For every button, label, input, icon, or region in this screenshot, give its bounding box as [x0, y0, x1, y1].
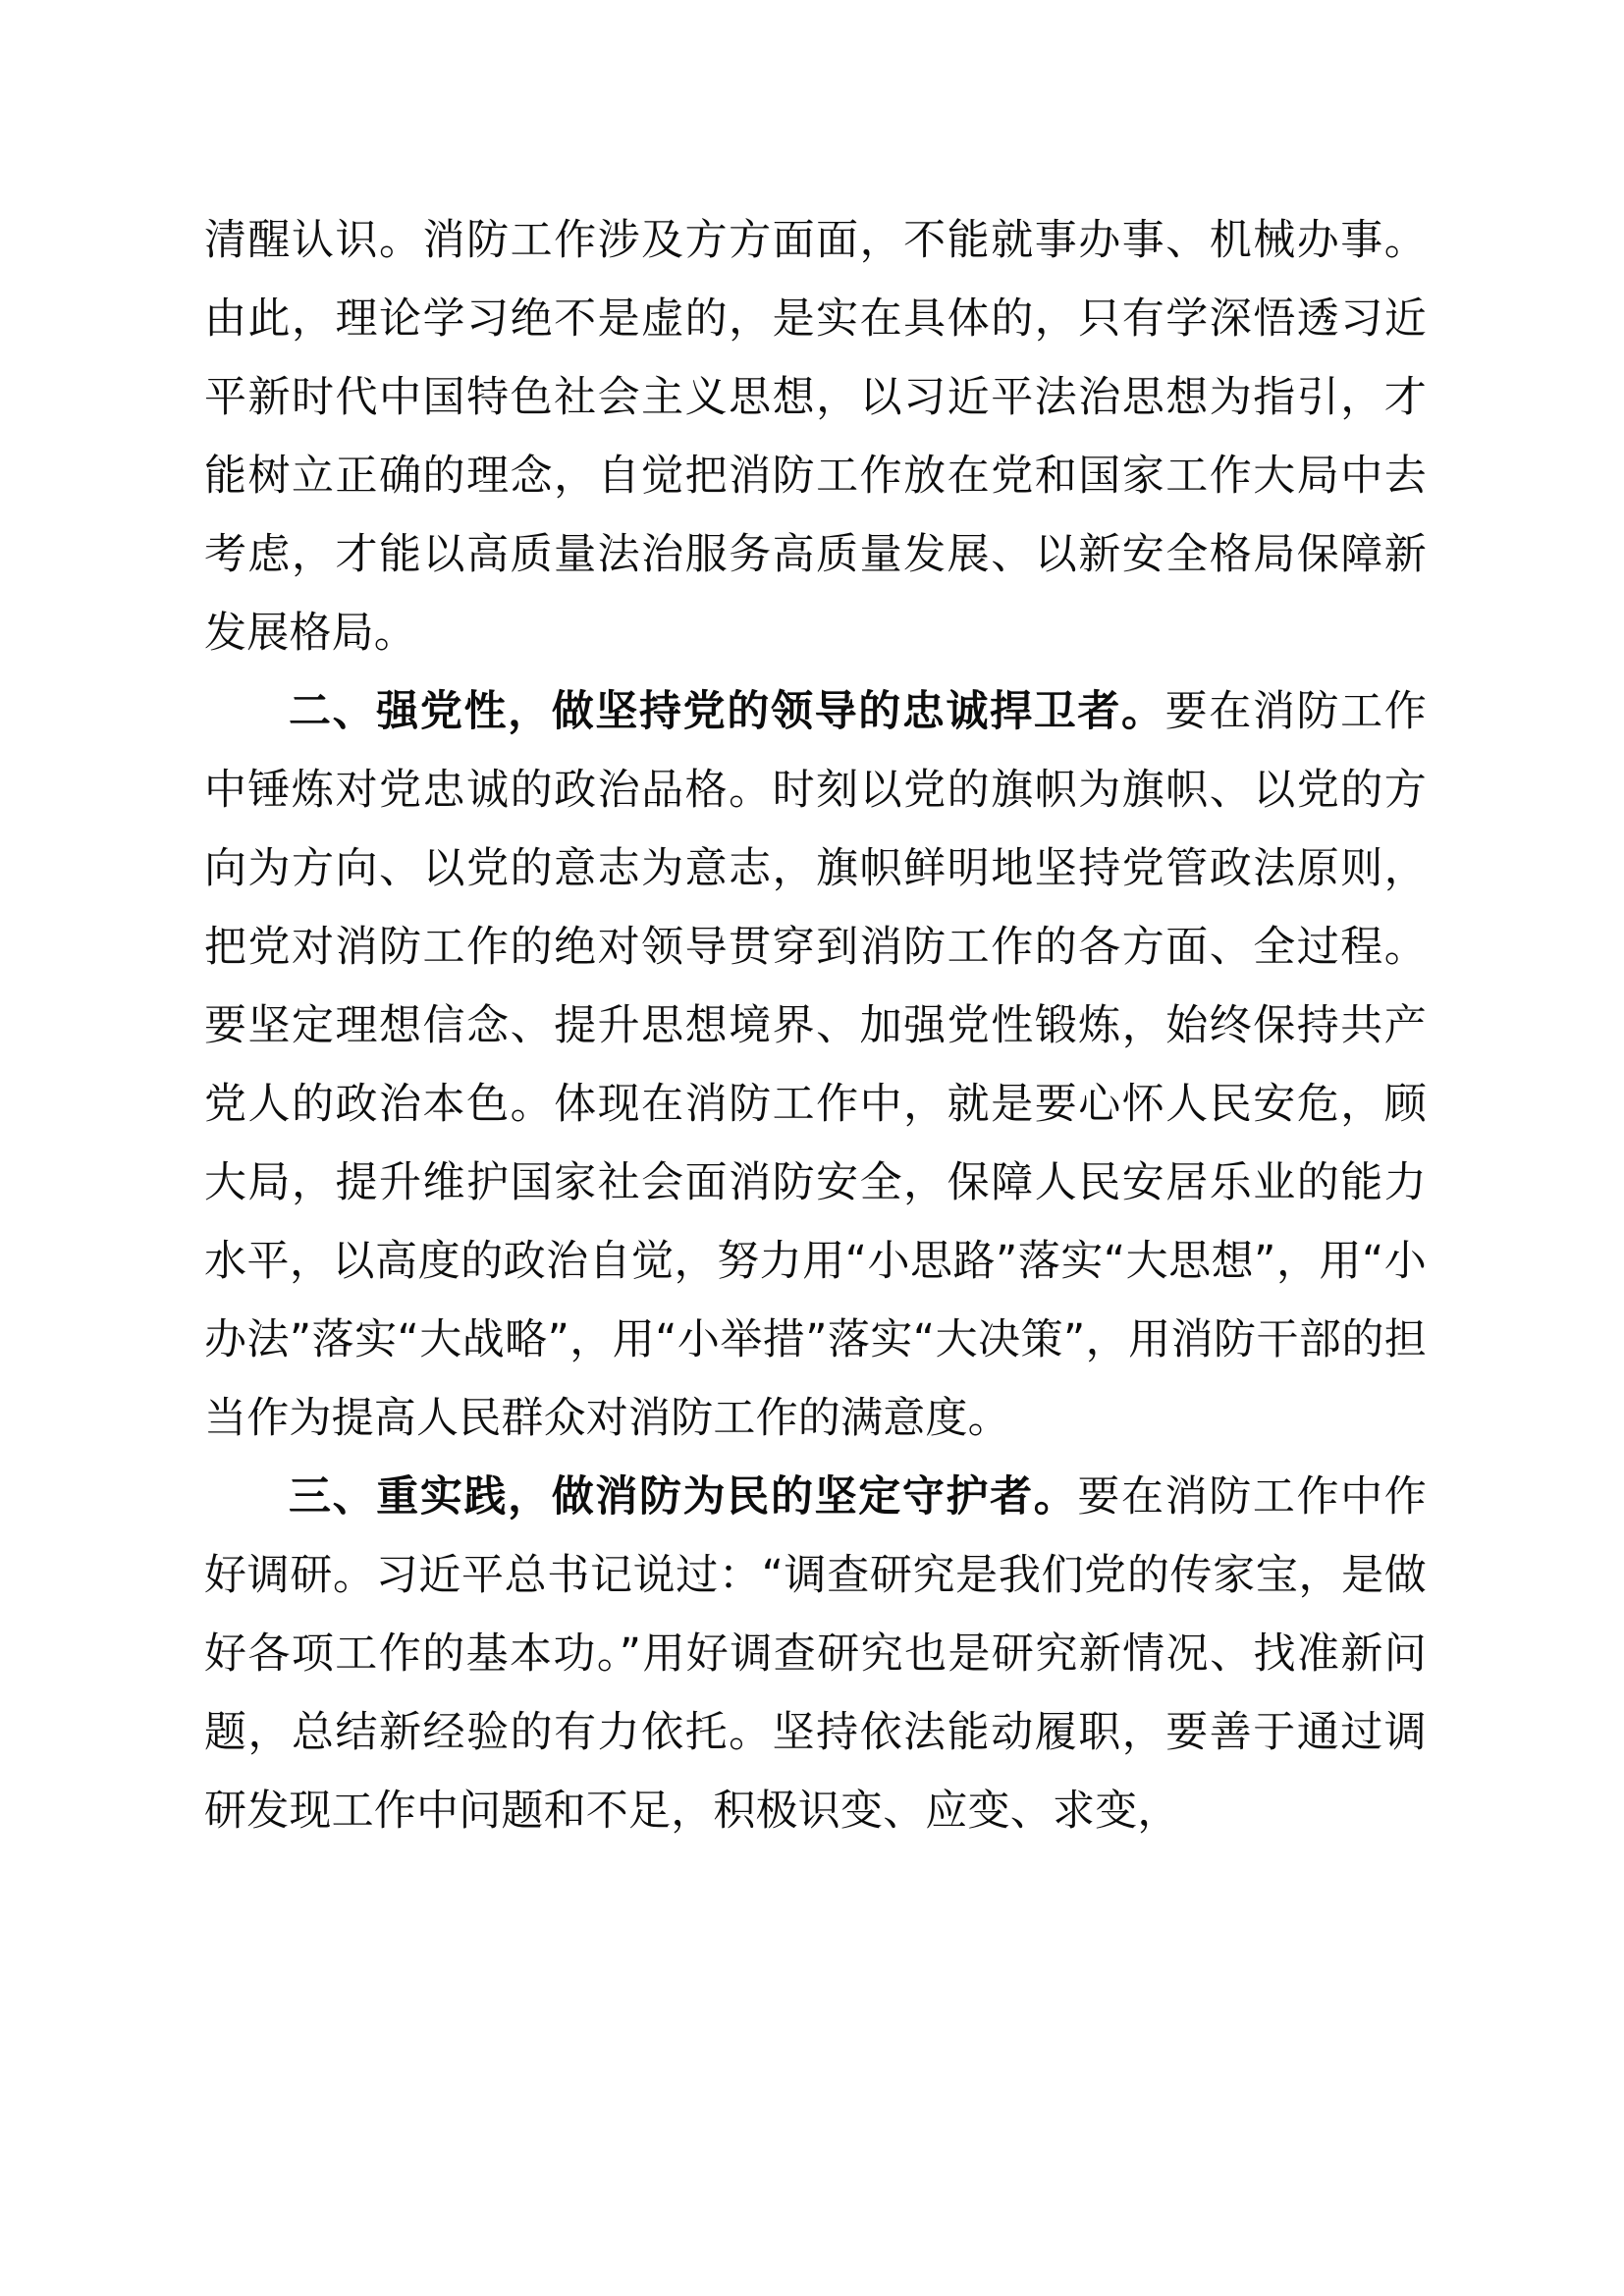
- paragraph-2: [204, 672, 1427, 1458]
- paragraph-3-text: 要在消防工作中作好调研。习近平总书记说过：“调查研究是我们党的传家宝，是做好各项工作的基本功。”用好调查研究也是研究新情况、找准新问题，总结新经验的有力依托。坚持依法能动履职，要善于通过调研发现工作中问题和不足，积极识变、应变、求变，: [204, 1472, 1427, 1836]
- paragraph-1-text: 清醒认识。消防工作涉及方方面面，不能就事办事、机械办事。由此，理论学习绝不是虚的，是实在具体的，只有学深悟透习近平新时代中国特色社会主义思想，以习近平法治思想为指引，才能树立正确的理念，自觉把消防工作放在党和国家工作大局中去考虑，才能以高质量法治服务高质量发展、以新安全格局保障新发展格局。: [204, 216, 1427, 658]
- page-text-body: [204, 201, 1427, 1850]
- paragraph-2-heading: 二、强党性，做坚持党的领导的忠诚捍卫者。: [289, 687, 1165, 736]
- paragraph-1: [204, 201, 1427, 672]
- paragraph-2-text: 要在消防工作中锤炼对党忠诚的政治品格。时刻以党的旗帜为旗帜、以党的方向为方向、以党的意志为意志，旗帜鲜明地坚持党管政法原则，把党对消防工作的绝对领导贯穿到消防工作的各方面、全过程。要坚定理想信念、提升思想境界、加强党性锻炼，始终保持共产党人的政治本色。体现在消防工作中，就是要心怀人民安危，顾大局，提升维护国家社会面消防安全，保障人民安居乐业的能力水平，以高度的政治自觉，努力用“小思路”落实“大思想”，用“小办法”落实“大战略”，用“小举措”落实“大决策”，用消防干部的担当作为提高人民群众对消防工作的满意度。: [204, 687, 1427, 1443]
- paragraph-3: [204, 1458, 1427, 1850]
- paragraph-3-heading: 三、重实践，做消防为民的坚定守护者。: [289, 1472, 1078, 1522]
